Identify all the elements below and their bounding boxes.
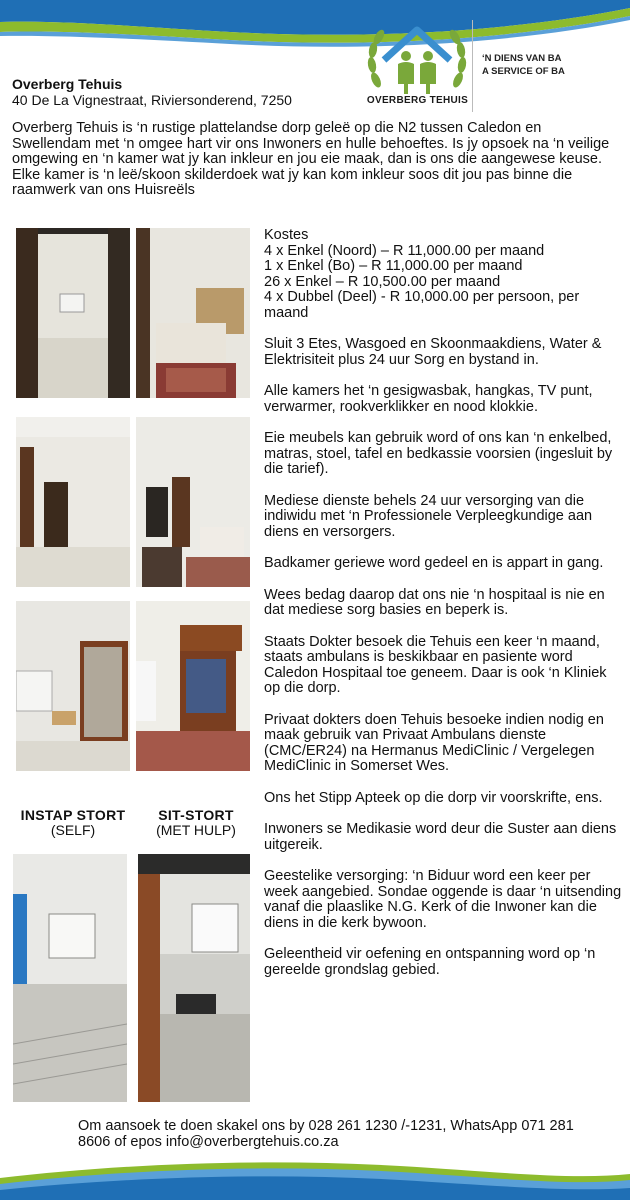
sit-stort-sub: (MET HULP) bbox=[156, 822, 236, 838]
instap-stort-sub: (SELF) bbox=[50, 822, 96, 838]
shower-photo-sit bbox=[138, 854, 250, 1102]
cost-line: 1 x Enkel (Bo) – R 11,000.00 per maand bbox=[264, 258, 523, 274]
shower-photo-instap bbox=[13, 854, 127, 1102]
paragraph-inclusions: Sluit 3 Etes, Wasgoed en Skoonmaakdiens, Water & Elektrisiteit plus 24 uur Sorg en bystand in. bbox=[264, 336, 602, 368]
caption-instap-stort bbox=[10, 808, 136, 838]
logo-divider bbox=[472, 20, 473, 112]
room-photo-5 bbox=[16, 601, 130, 771]
paragraph-medical-services: Mediese dienste behels 24 uur versorging van die indiwidu met ‘n Professionele Verpleegkundige aan diens en versorgers. bbox=[264, 492, 593, 540]
room-photo-3 bbox=[16, 417, 130, 587]
top-wave-banner bbox=[0, 0, 630, 60]
paragraph-medication: Inwoners se Medikasie word deur die Suster aan diens uitgereik. bbox=[264, 821, 617, 853]
paragraph-private-doctors: Privaat dokters doen Tehuis besoeke indien nodig en maak gebruik van Privaat Ambulans dienste (CMC/ER24) na Hermanus MediClinic / Vergelegen MediClinic in Somerset Wes. bbox=[264, 711, 604, 774]
sit-stort-title: SIT-STORT bbox=[158, 807, 234, 823]
content-column bbox=[264, 228, 626, 994]
cost-line: 4 x Enkel (Noord) – R 11,000.00 per maand bbox=[264, 242, 545, 259]
cost-line: 4 x Dubbel (Deel) - R 10,000.00 per persoon, per maand bbox=[264, 289, 580, 321]
cost-line: 26 x Enkel – R 10,500.00 per maand bbox=[264, 273, 501, 290]
tagline-afrikaans: ‘N DIENS VAN BA bbox=[482, 53, 562, 64]
paragraph-pharmacy: Ons het Stipp Apteek op die dorp vir voorskrifte, ens. bbox=[264, 789, 603, 806]
paragraph-state-doctor: Staats Dokter besoek die Tehuis een keer ‘n maand, staats ambulans is beskikbaar en pasiente word Caledon Hospitaal toe geneem. Daar is ook ‘n Kliniek op die dorp. bbox=[264, 633, 607, 696]
costs-block bbox=[264, 228, 626, 321]
tagline-english: A SERVICE OF BA bbox=[482, 66, 565, 77]
room-photo-1 bbox=[16, 228, 130, 398]
contact-info: Om aansoek te doen skakel ons by 028 261 1230 /-1231, WhatsApp 071 281 8606 of epos info@overbergtehuis.co.za bbox=[78, 1118, 574, 1150]
intro-paragraph: Overberg Tehuis is ‘n rustige plattelandse dorp geleë op die N2 tussen Caledon en Swellendam met ‘n omgee hart vir ons Inwoners en hulle behoeftes. Is jy opsoek na ‘n veilige omgewing en ‘n kamer wat jy kan inkleur en jou eie maak, dan is ons die aangewese keuse. Elke kamer is ‘n leë/skoon skilderdoek wat jy kan kom inkleur soos dit jou pas binne die raamwerk van ons Huisreëls bbox=[12, 120, 610, 198]
org-name: Overberg Tehuis bbox=[12, 76, 123, 92]
paragraph-bathroom: Badkamer geriewe word gedeel en is appart in gang. bbox=[264, 555, 604, 571]
paragraph-furniture: Eie meubels kan gebruik word of ons kan ‘n enkelbed, matras, stoel, tafel en bedkassie voorsien (ingesluit by die tarief). bbox=[264, 430, 613, 477]
paragraph-not-hospital: Wees bedag daarop dat ons nie ‘n hospitaal is nie en dat mediese sorg basies en beperk is. bbox=[264, 586, 605, 618]
paragraph-spiritual-care: Geestelike versorging: ‘n Biduur word een keer per week aangebied. Sondae oggende is daar ‘n uitsending vanaf die plaaslike N.G. Kerk of die Inwoner kan die diens in die kerk bywoon. bbox=[264, 868, 622, 931]
paragraph-room-features: Alle kamers het ‘n gesigwasbak, hangkas, TV punt, verwarmer, rookverklikker en nood klokkie. bbox=[264, 383, 593, 415]
bottom-wave-banner bbox=[0, 1140, 630, 1200]
paragraph-exercise: Geleentheid vir oefening en ontspanning word op ‘n gereelde grondslag gebied. bbox=[264, 946, 596, 978]
instap-stort-title: INSTAP STORT bbox=[20, 807, 126, 823]
room-photo-6 bbox=[136, 601, 250, 771]
room-photo-4 bbox=[136, 417, 250, 587]
org-address: 40 De La Vignestraat, Riviersonderend, 7250 bbox=[12, 92, 292, 108]
tagline bbox=[482, 52, 565, 78]
room-photo-2 bbox=[136, 228, 250, 398]
logo-name: OVERBERG TEHUIS bbox=[366, 95, 469, 106]
costs-heading: Kostes bbox=[264, 227, 309, 243]
caption-sit-stort bbox=[140, 808, 252, 838]
